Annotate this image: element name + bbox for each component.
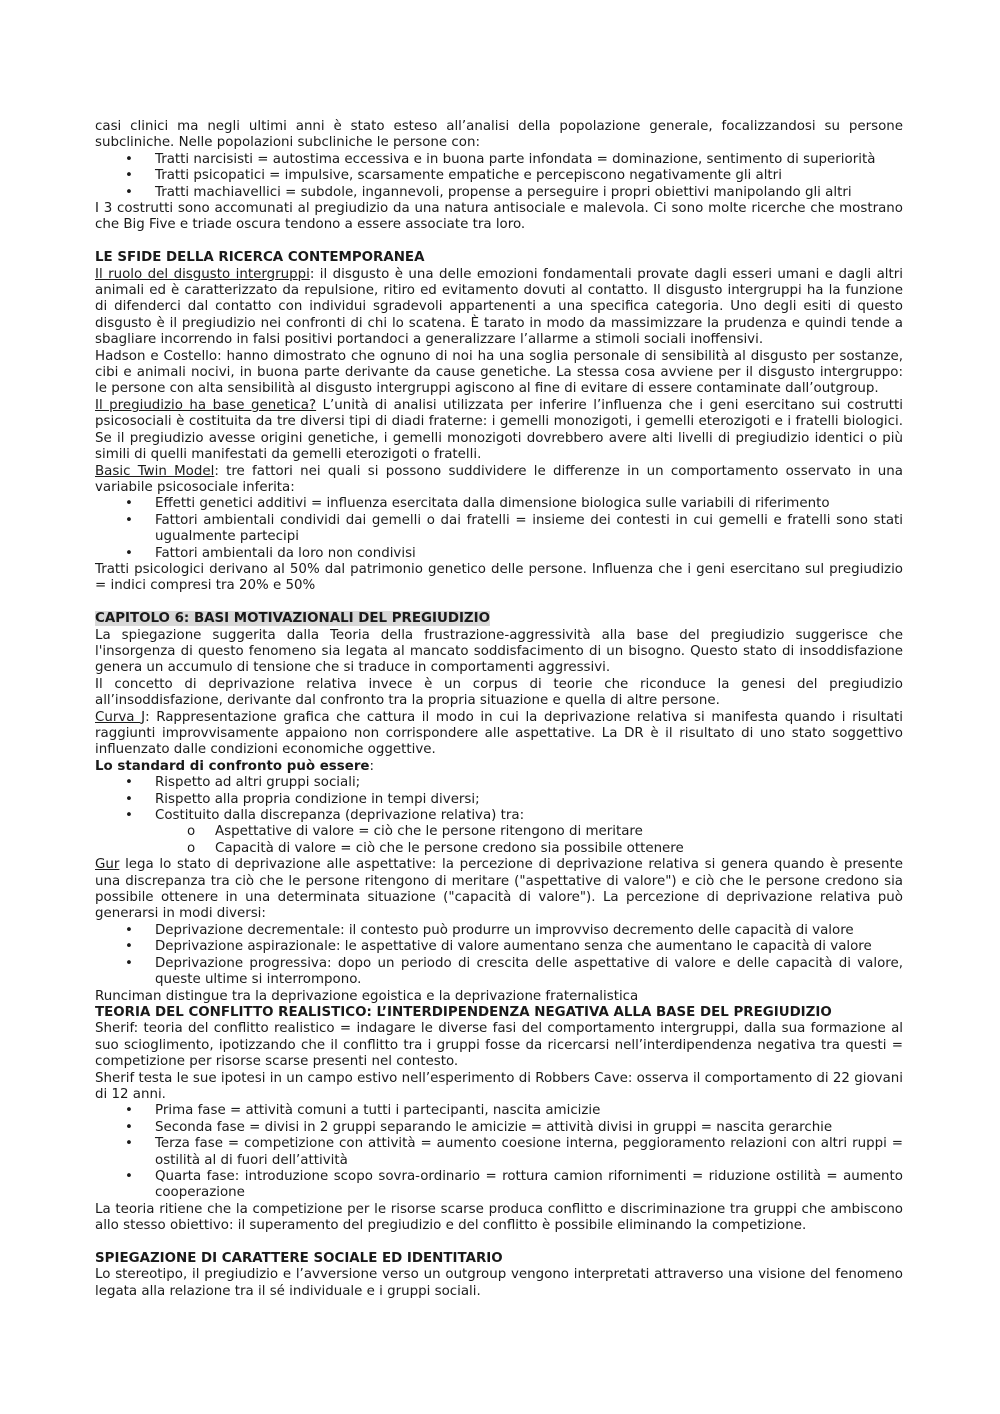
paragraph: Sherif: teoria del conflitto realistico = indagare le diverse fasi del comportamento intergruppi, dalla sua formazione al suo scioglimento, ipotizzando che il conflitto tra i gruppi fosse da ricercarsi nell’interdipendenza negativa tra questi = competizione per risorse scarse presenti nel contesto. <box>95 1021 903 1070</box>
list-item: • Rispetto ad altri gruppi sociali; <box>95 775 903 791</box>
paragraph-text: : Rappresentazione grafica che cattura il modo in cui la deprivazione relativa si manifesta quando i risultati raggiunti improvvisamente appaiono non corrispondere alle aspettative. La DR è il risultato di uno stato soggettivo influenzato dalle condizioni economiche oggettive. <box>95 709 903 758</box>
list-item: • Rispetto alla propria condizione in tempi diversi; <box>95 792 903 808</box>
paragraph: casi clinici ma negli ultimi anni è stato esteso all’analisi della popolazione generale, focalizzandosi su persone subcliniche. Nelle popolazioni subcliniche le persone con: <box>95 119 903 151</box>
colon: : <box>369 758 375 774</box>
list-item: • Tratti machiavellici = subdole, ingannevoli, propense a perseguire i propri obiettivi manipolando gli altri <box>95 185 903 201</box>
paragraph <box>95 398 903 464</box>
document-page <box>95 119 903 1300</box>
list-item: • Tratti psicopatici = impulsive, scarsamente empatiche e percepiscono negativamente gli altri <box>95 168 903 184</box>
chapter-heading <box>95 611 903 627</box>
underlined-term: Il pregiudizio ha base genetica? <box>95 397 317 413</box>
underlined-term: Il ruolo del disgusto intergruppi <box>95 266 310 282</box>
paragraph: Il concetto di deprivazione relativa invece è un corpus di teorie che riconduce la genesi del pregiudizio all’insoddisfazione, derivante dal confronto tra la propria situazione e quella di altre persone. <box>95 676 903 709</box>
list-item: • Seconda fase = divisi in 2 gruppi separando le amicizie = attività divisi in gruppi = nascita gerarchie <box>95 1120 903 1136</box>
list-item: • Effetti genetici additivi = influenza esercitata dalla dimensione biologica sulle variabili di riferimento <box>95 496 903 512</box>
paragraph: Hadson e Costello: hanno dimostrato che ognuno di noi ha una soglia personale di sensibilità al disgusto per sostanze, cibi e animali nocivi, in buona parte derivante da cause genetiche. La stessa cosa avviene per il disgusto intergruppo: le persone con alta sensibilità al disgusto intergruppi agiscono al fine di evitare di essere contaminate dall’outgroup. <box>95 348 903 397</box>
highlighted-heading: CAPITOLO 6: BASI MOTIVAZIONALI DEL PREGIUDIZIO <box>95 611 491 627</box>
paragraph-text: lega lo stato di deprivazione alle aspettative: la percezione di deprivazione relativa si genera quando è presente una discrepanza tra ciò che le persone ritengono di meritare ("aspettative di valore") e ciò che le persone credono sia possibile ottenere in una determinata situazione ("capacità di valore"). La percezione di deprivazione relativa può generarsi in modi diversi: <box>95 857 903 922</box>
list-item: • Quarta fase: introduzione scopo sovra-ordinario = rottura camion rifornimenti = riduzione ostilità = aumento cooperazione <box>95 1169 903 1202</box>
paragraph: La spiegazione suggerita dalla Teoria della frustrazione-aggressività alla base del pregiudizio suggerisce che l'insorgenza di questo fenomeno sia legata al mancato soddisfacimento di un bisogno. Questo stato di insoddisfazione genera un accumulo di tensione che si traduce in comportamenti aggressivi. <box>95 627 903 676</box>
bullet-list <box>95 496 903 562</box>
underlined-term: Gur <box>95 857 120 873</box>
sub-list-item: o Capacità di valore = ciò che le persone credono sia possibile ottenere <box>95 841 903 857</box>
bullet-list <box>95 1103 903 1201</box>
section-heading: TEORIA DEL CONFLITTO REALISTICO: L’INTERDIPENDENZA NEGATIVA ALLA BASE DEL PREGIUDIZIO <box>95 1004 832 1020</box>
paragraph: Sherif testa le sue ipotesi in un campo estivo nell’esperimento di Robbers Cave: osserva il comportamento di 22 giovani di 12 anni. <box>95 1070 903 1102</box>
sub-list <box>95 824 903 857</box>
paragraph: La teoria ritiene che la competizione per le risorse scarse produca conflitto e discriminazione tra gruppi che ambiscono allo stesso obiettivo: il superamento del pregiudizio e del conflitto è possibile eliminando la competizione. <box>95 1201 903 1234</box>
paragraph: Tratti psicologici derivano al 50% dal patrimonio genetico delle persone. Influenza che i geni esercitano sul pregiudizio = indici compresi tra 20% e 50% <box>95 561 903 594</box>
bullet-list <box>95 152 903 201</box>
bullet-list <box>95 775 903 824</box>
paragraph: Runciman distingue tra la deprivazione egoistica e la deprivazione fraternalistica <box>95 988 639 1004</box>
section-heading: LE SFIDE DELLA RICERCA CONTEMPORANEA <box>95 250 425 266</box>
underlined-term: Curva J <box>95 709 146 725</box>
list-item: • Deprivazione decrementale: il contesto può produrre un improvviso decremento delle capacità di valore <box>95 923 903 939</box>
paragraph-text: L’unità di analisi utilizzata per inferire l’influenza che i geni esercitano sui costrutti psicosociali è costituita da tre diversi tipi di diadi fraterne: i gemelli monozigoti, i gemelli eterozigoti e i fratelli biologici. Se il pregiudizio avesse origini genetiche, i gemelli monozigoti dovrebbero avere alti livelli di pregiudizio identici o più simili di quelli manifestati da gemelli eterozigoti o fratelli. <box>95 397 903 463</box>
list-item: • Tratti narcisisti = autostima eccessiva e in buona parte infondata = dominazione, sentimento di superiorità <box>95 152 903 168</box>
paragraph: I 3 costrutti sono accomunati al pregiudizio da una natura antisociale e malevola. Ci sono molte ricerche che mostrano che Big Five e triade oscura tendono a essere associate tra loro. <box>95 201 903 233</box>
list-item: • Prima fase = attività comuni a tutti i partecipanti, nascita amicizie <box>95 1103 903 1119</box>
paragraph <box>95 759 903 775</box>
list-item: • Fattori ambientali condividi dai gemelli o dai fratelli = insieme dei contesti in cui gemelli e fratelli sono stati ugualmente partecipi <box>95 513 903 546</box>
list-item: • Fattori ambientali da loro non condivisi <box>95 546 903 562</box>
list-item: • Deprivazione aspirazionale: le aspettative di valore aumentano senza che aumentano le capacità di valore <box>95 939 903 955</box>
list-item: • Costituito dalla discrepanza (deprivazione relativa) tra: <box>95 808 903 824</box>
section-heading: SPIEGAZIONE DI CARATTERE SOCIALE ED IDENTITARIO <box>95 1250 503 1266</box>
paragraph <box>95 267 903 349</box>
paragraph <box>95 857 903 923</box>
bold-term: Lo standard di confronto può essere <box>95 758 370 774</box>
paragraph-text: : tre fattori nei quali si possono suddividere le differenze in un comportamento osservato in una variabile psicosociale inferita: <box>95 463 903 495</box>
paragraph <box>95 464 903 497</box>
paragraph <box>95 710 903 759</box>
bullet-list <box>95 923 903 989</box>
list-item: • Deprivazione progressiva: dopo un periodo di crescita delle aspettative di valore e delle capacità di valore, queste ultime si interrompono. <box>95 956 903 989</box>
paragraph-text: : il disgusto è una delle emozioni fondamentali provate dagli esseri umani e dagli altri animali ed è caratterizzato da repulsione, ritiro ed evitamento dovuti al contatto. Il disgusto intergruppi ha la funzione di difenderci dal contatto con individui sgradevoli appartenenti a una specifica categoria. Uno degli esiti di questo disgusto è il pregiudizio nei confronti di chi lo scatena. È tarato in modo da massimizzare la prudenza e quindi tende a sbagliare incorrendo in falsi positivi portandoci a generalizzare l’allarme a stimoli sociali inoffensivi. <box>95 266 903 348</box>
list-item: • Terza fase = competizione con attività = aumento coesione interna, peggioramento relazioni con altri ruppi = ostilità al di fuori dell’attività <box>95 1136 903 1169</box>
sub-list-item: o Aspettative di valore = ciò che le persone ritengono di meritare <box>95 824 903 840</box>
underlined-term: Basic Twin Model <box>95 463 215 479</box>
paragraph: Lo stereotipo, il pregiudizio e l’avversione verso un outgroup vengono interpretati attraverso una visione del fenomeno legata alla relazione tra il sé individuale e i gruppi sociali. <box>95 1267 903 1299</box>
